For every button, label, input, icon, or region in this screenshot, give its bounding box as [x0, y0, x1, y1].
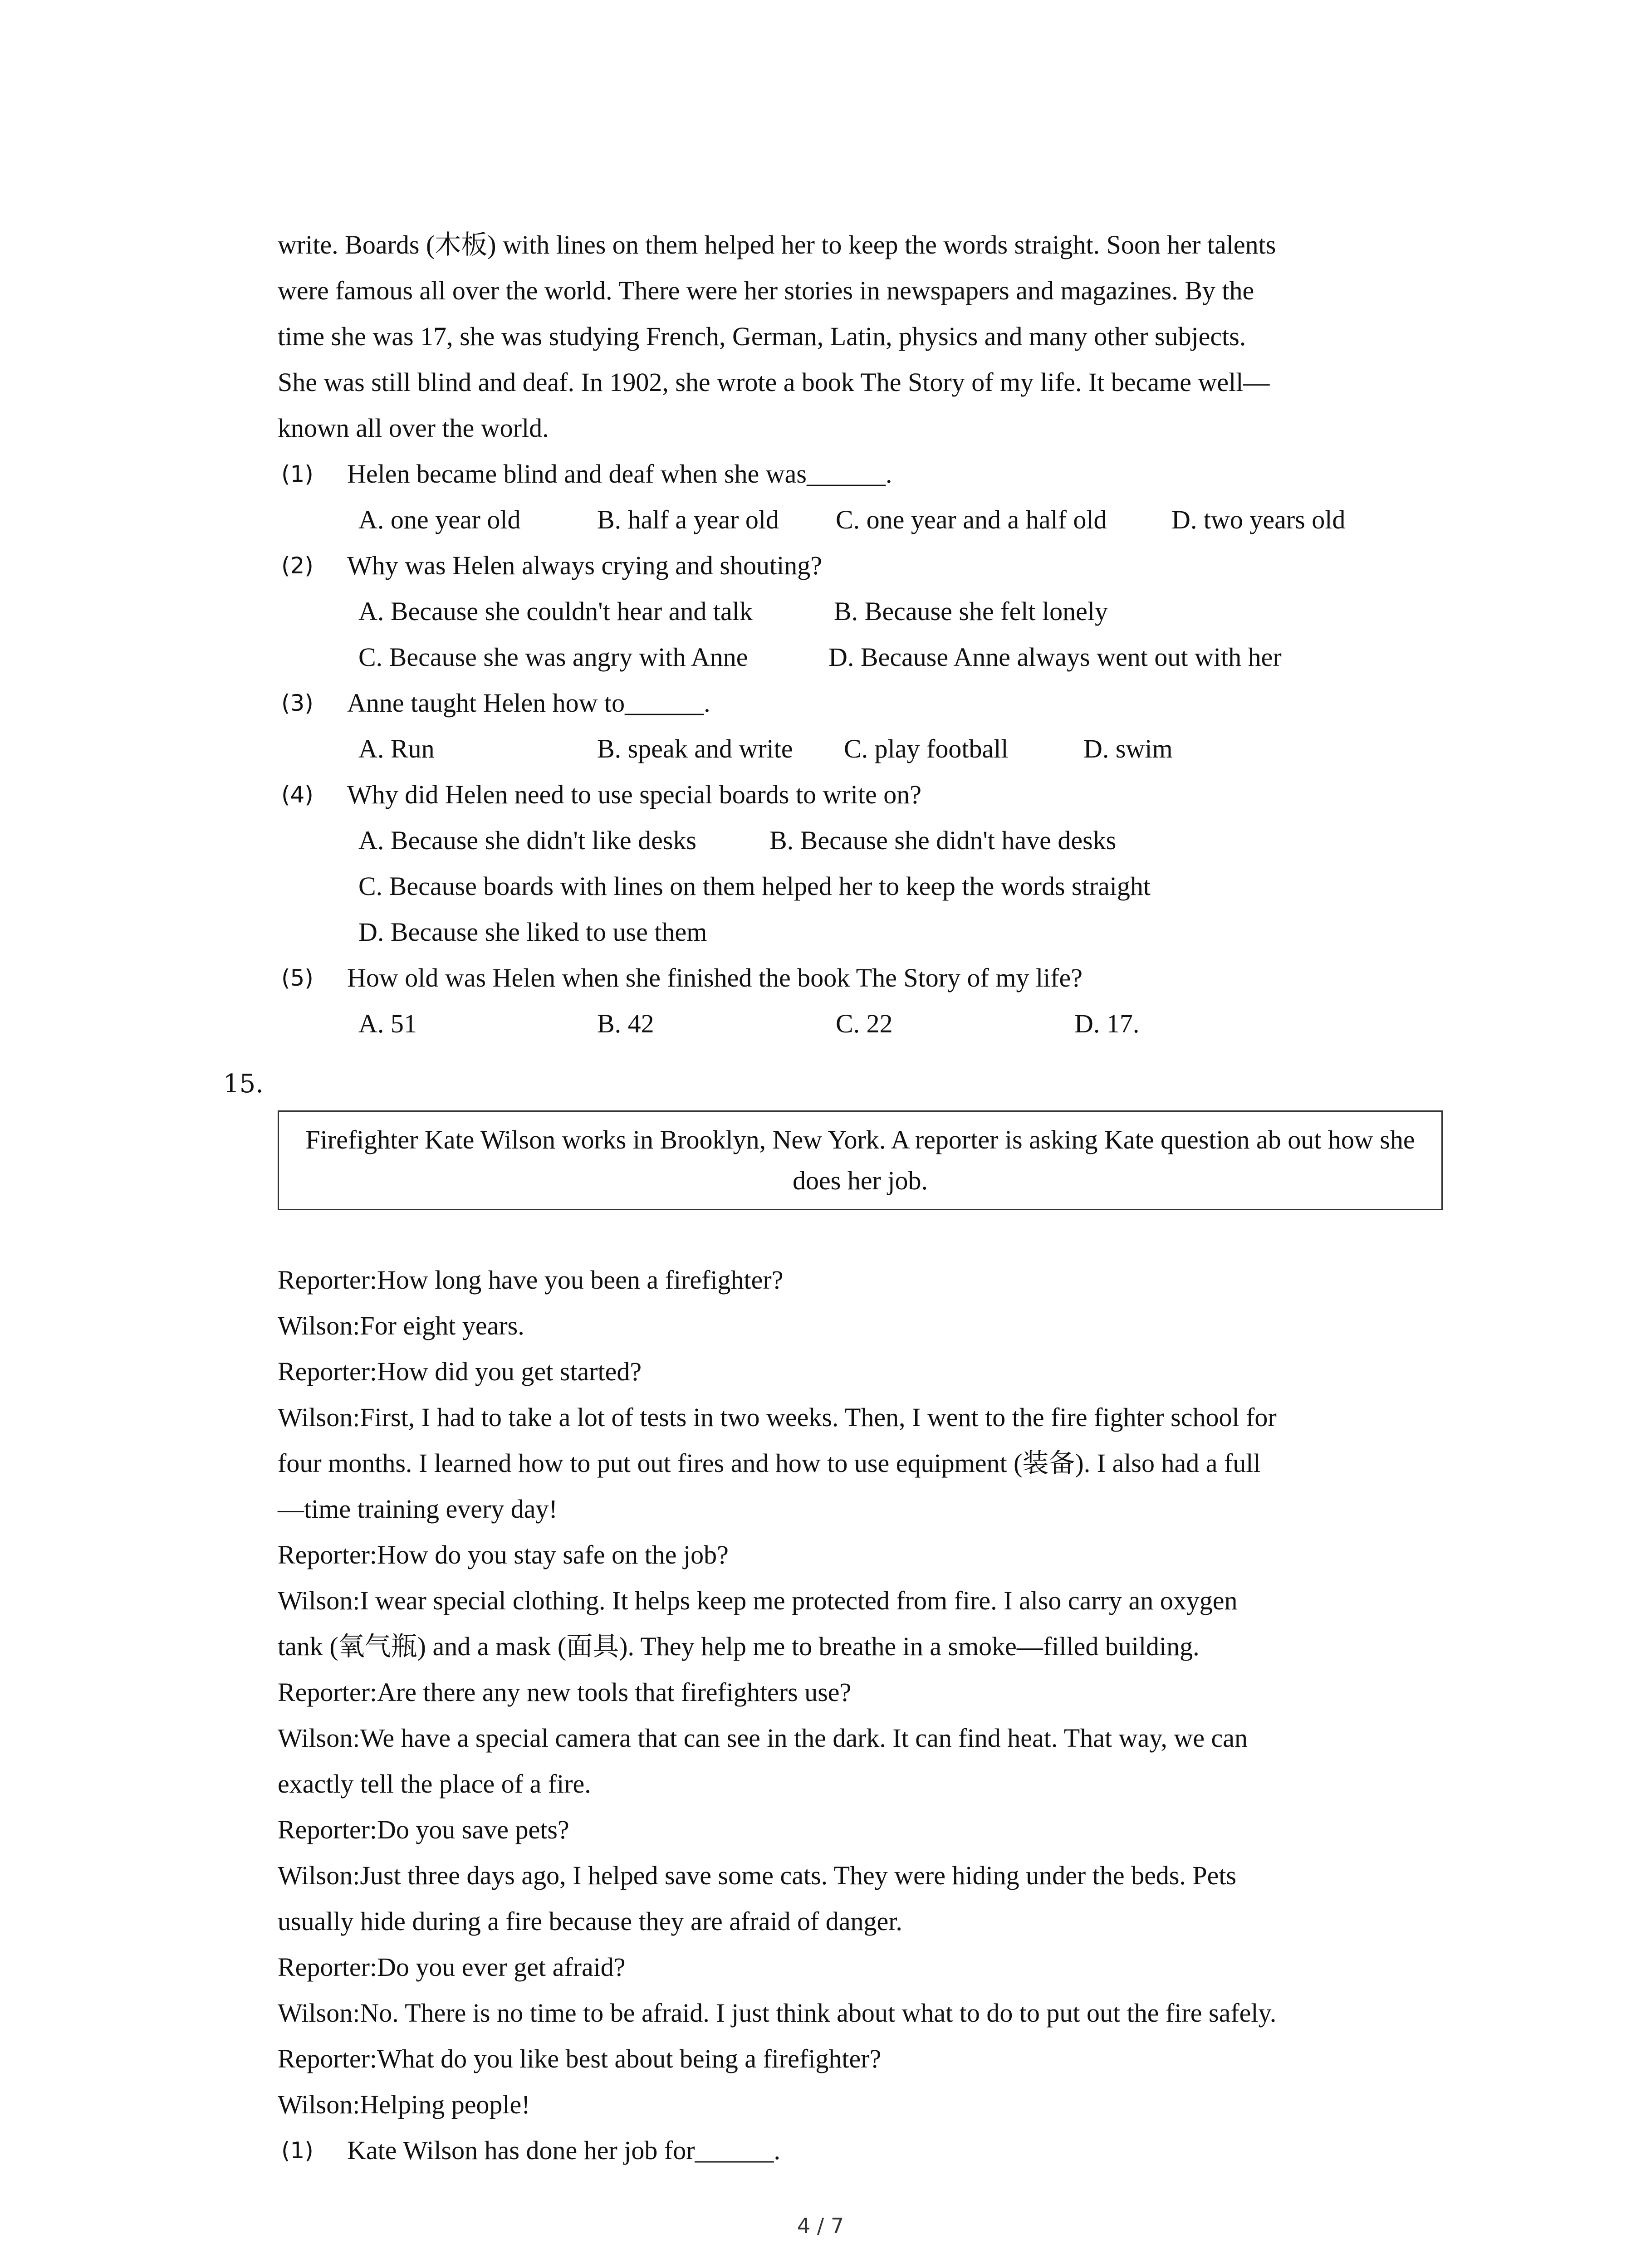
dialogue-line: Reporter:What do you like best about being a firefighter? — [278, 2044, 882, 2073]
question-number: (4) — [281, 782, 314, 808]
dialogue-line: Wilson:I wear special clothing. It helps keep me protected from fire. I also carry an oxygen — [278, 1586, 1238, 1615]
option-d: D. 17. — [1074, 1009, 1140, 1038]
option-a: A. Because she couldn't hear and talk — [358, 596, 753, 626]
option-c: C. Because she was angry with Anne — [358, 642, 748, 672]
question-text: How old was Helen when she finished the book The Story of my life? — [347, 963, 1083, 992]
dialogue-line: usually hide during a fire because they are afraid of danger. — [278, 1906, 902, 1936]
question-number: (5) — [281, 965, 314, 991]
passage-line: She was still blind and deaf. In 1902, she wrote a book The Story of my life. It became well— — [278, 367, 1270, 397]
question-number: (2) — [281, 552, 314, 579]
question-text: Why did Helen need to use special boards to write on? — [347, 780, 921, 809]
dialogue-line: Wilson:Just three days ago, I helped save some cats. They were hiding under the beds. Pets — [278, 1861, 1237, 1890]
option-b: B. Because she felt lonely — [834, 596, 1108, 626]
question-number: (1) — [281, 2137, 314, 2164]
option-b: B. speak and write — [597, 734, 793, 763]
option-d: D. Because she liked to use them — [358, 917, 707, 947]
option-b: B. 42 — [597, 1009, 654, 1038]
question-number: (3) — [281, 690, 314, 716]
dialogue-line: Wilson:Helping people! — [278, 2090, 530, 2119]
option-d: D. swim — [1083, 734, 1173, 763]
option-a: A. 51 — [358, 1009, 417, 1038]
page-number: 4 / 7 — [797, 2214, 844, 2238]
passage-line: were famous all over the world. There were her stories in newspapers and magazines. By the — [278, 276, 1254, 305]
option-d: D. Because Anne always went out with her — [828, 642, 1282, 672]
option-d: D. two years old — [1171, 505, 1346, 534]
dialogue-line: Reporter:How long have you been a firefighter? — [278, 1265, 784, 1295]
question-text: Why was Helen always crying and shouting? — [347, 551, 822, 580]
option-c: C. Because boards with lines on them helped her to keep the words straight — [358, 871, 1151, 901]
dialogue-line: Wilson:We have a special camera that can see in the dark. It can find heat. That way, we can — [278, 1723, 1248, 1753]
passage-line: known all over the world. — [278, 413, 549, 443]
dialogue-line: —time training every day! — [278, 1494, 558, 1524]
question-15-number: 15. — [223, 1069, 264, 1099]
dialogue-line: Reporter:How do you stay safe on the job? — [278, 1540, 729, 1569]
dialogue-line: Wilson:No. There is no time to be afraid. I just think about what to do to put out the fire safely. — [278, 1998, 1277, 2028]
option-a: A. Because she didn't like desks — [358, 826, 696, 855]
dialogue-line: four months. I learned how to put out fires and how to use equipment (装备). I also had a full — [278, 1448, 1261, 1478]
dialogue-line: Reporter:Are there any new tools that firefighters use? — [278, 1677, 852, 1707]
intro-box — [278, 1110, 1443, 1210]
dialogue-line: tank (氧气瓶) and a mask (面具). They help me to breathe in a smoke—filled building. — [278, 1632, 1200, 1661]
option-a: A. one year old — [358, 505, 521, 534]
question-text: Anne taught Helen how to______. — [347, 688, 710, 718]
passage-line: write. Boards (木板) with lines on them helped her to keep the words straight. Soon her talents — [278, 230, 1276, 259]
dialogue-line: Wilson:First, I had to take a lot of tests in two weeks. Then, I went to the fire fighter school for — [278, 1403, 1277, 1432]
dialogue-line: Reporter:Do you save pets? — [278, 1815, 569, 1844]
intro-box-text: Firefighter Kate Wilson works in Brooklyn, New York. A reporter is asking Kate question ab out how she does her job. — [305, 1125, 1415, 1195]
option-b: B. Because she didn't have desks — [769, 826, 1117, 855]
dialogue-line: Reporter:Do you ever get afraid? — [278, 1952, 626, 1982]
option-c: C. one year and a half old — [836, 505, 1107, 534]
option-c: C. 22 — [836, 1009, 893, 1038]
option-c: C. play football — [844, 734, 1009, 763]
question-text: Helen became blind and deaf when she was______. — [347, 459, 892, 489]
dialogue-line: exactly tell the place of a fire. — [278, 1769, 591, 1799]
option-b: B. half a year old — [597, 505, 779, 534]
dialogue-line: Reporter:How did you get started? — [278, 1357, 642, 1386]
passage-line: time she was 17, she was studying French, German, Latin, physics and many other subjects. — [278, 322, 1246, 351]
question-number: (1) — [281, 461, 314, 487]
question-text: Kate Wilson has done her job for______. — [347, 2136, 781, 2165]
option-a: A. Run — [358, 734, 435, 763]
dialogue-line: Wilson:For eight years. — [278, 1311, 524, 1340]
